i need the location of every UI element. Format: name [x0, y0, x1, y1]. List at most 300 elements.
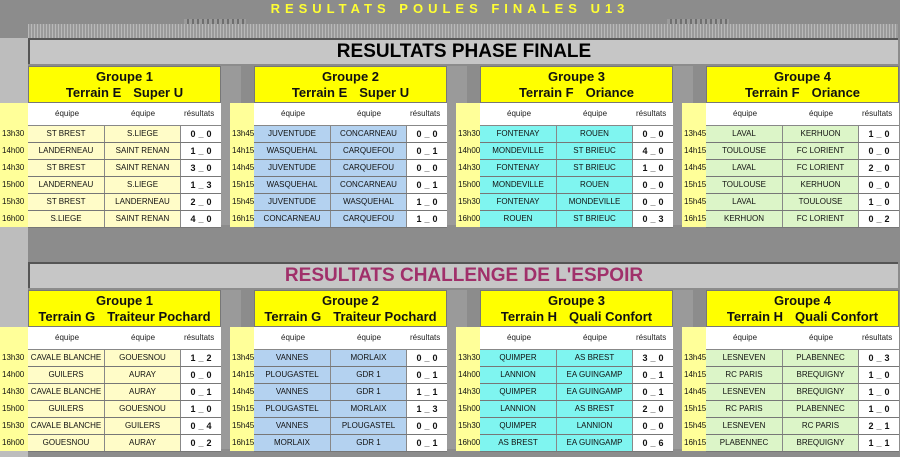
away-team: BREQUIGNY	[783, 367, 859, 383]
match-row	[480, 177, 673, 194]
away-score: 0	[206, 146, 212, 156]
home-score: 3	[642, 353, 648, 363]
match-row	[480, 160, 673, 177]
col-equipe-1: équipe	[507, 333, 532, 342]
away-score: 1	[432, 146, 438, 156]
away-team: MORLAIX	[331, 401, 407, 417]
group-header	[254, 66, 447, 103]
home-team: VANNES	[254, 384, 331, 400]
match-row	[706, 143, 899, 160]
terrain-label: Terrain H	[500, 309, 558, 324]
match-time: 14h30	[458, 163, 481, 172]
score-cell[interactable]	[633, 367, 673, 383]
score-cell[interactable]	[407, 177, 447, 193]
away-score: 0	[206, 214, 212, 224]
score-separator: _	[650, 214, 656, 224]
score-cell[interactable]	[181, 160, 221, 176]
column-labels	[254, 103, 447, 126]
score-separator: _	[198, 387, 204, 397]
score-cell[interactable]	[181, 211, 221, 227]
score-separator: _	[876, 214, 882, 224]
score-cell[interactable]	[407, 194, 447, 210]
away-team: GDR 1	[331, 384, 407, 400]
score-separator: _	[650, 421, 656, 431]
home-score: 0	[416, 129, 422, 139]
score-separator: _	[424, 146, 430, 156]
group-field	[707, 309, 898, 325]
score-cell[interactable]	[633, 418, 673, 434]
away-score: 2	[206, 438, 212, 448]
away-team: ST BRIEUC	[557, 211, 633, 227]
home-team: JUVENTUDE	[254, 126, 331, 142]
match-row	[254, 160, 447, 177]
away-team: WASQUEHAL	[331, 194, 407, 210]
group-field	[481, 309, 672, 325]
match-time: 14h15	[232, 370, 255, 379]
column-labels	[706, 103, 899, 126]
home-score: 1	[416, 387, 422, 397]
score-separator: _	[198, 438, 204, 448]
away-team: ST BRIEUC	[557, 160, 633, 176]
home-score: 1	[642, 163, 648, 173]
match-time: 15h45	[684, 421, 707, 430]
away-team: GUILERS	[105, 418, 181, 434]
match-row	[254, 177, 447, 194]
score-separator: _	[876, 387, 882, 397]
home-team: FONTENAY	[480, 194, 557, 210]
away-score: 4	[206, 421, 212, 431]
away-score: 0	[432, 197, 438, 207]
sponsor-label: Traiteur Pochard	[107, 309, 211, 324]
match-time: 14h45	[232, 387, 255, 396]
terrain-label: Terrain G	[38, 309, 96, 324]
group-header	[706, 290, 899, 327]
away-team: AURAY	[105, 435, 181, 451]
score-separator: _	[424, 370, 430, 380]
home-team: RC PARIS	[706, 367, 783, 383]
score-separator: _	[198, 404, 204, 414]
away-score: 3	[658, 214, 664, 224]
col-resultats: résultats	[410, 333, 441, 342]
score-separator: _	[650, 163, 656, 173]
match-time: 16h00	[2, 214, 25, 223]
away-team: S.LIEGE	[105, 126, 181, 142]
away-team: AS BREST	[557, 401, 633, 417]
home-score: 0	[416, 421, 422, 431]
match-row	[706, 126, 899, 143]
home-score: 0	[868, 180, 874, 190]
match-time: 15h15	[232, 180, 255, 189]
away-score: 0	[432, 421, 438, 431]
score-cell[interactable]	[407, 435, 447, 451]
home-score: 0	[416, 353, 422, 363]
score-cell[interactable]	[633, 126, 673, 142]
away-team: EA GUINGAMP	[557, 435, 633, 451]
match-time: 16h15	[232, 214, 255, 223]
score-separator: _	[650, 370, 656, 380]
match-row	[254, 350, 447, 367]
away-team: SAINT RENAN	[105, 211, 181, 227]
match-row	[480, 211, 673, 228]
score-cell[interactable]	[859, 435, 899, 451]
away-team: CARQUEFOU	[331, 211, 407, 227]
away-score: 0	[658, 163, 664, 173]
away-team: AS BREST	[557, 350, 633, 366]
score-cell[interactable]	[181, 367, 221, 383]
home-score: 1	[868, 197, 874, 207]
sponsor-label: Oriance	[585, 85, 635, 100]
score-cell[interactable]	[407, 143, 447, 159]
col-equipe-1: équipe	[55, 333, 80, 342]
score-separator: _	[198, 353, 204, 363]
match-time: 13h30	[458, 129, 481, 138]
away-score: 1	[432, 387, 438, 397]
home-score: 0	[190, 387, 196, 397]
home-team: CAVALE BLANCHE	[28, 418, 105, 434]
match-row	[254, 435, 447, 452]
score-cell[interactable]	[407, 401, 447, 417]
score-separator: _	[650, 197, 656, 207]
match-time: 14h00	[458, 146, 481, 155]
away-score: 6	[658, 438, 664, 448]
away-score: 0	[206, 163, 212, 173]
home-team: RC PARIS	[706, 401, 783, 417]
group-field	[255, 85, 446, 101]
home-score: 1	[416, 404, 422, 414]
home-score: 0	[868, 353, 874, 363]
home-score: 0	[190, 129, 196, 139]
match-time: 13h45	[684, 129, 707, 138]
col-equipe-2: équipe	[357, 333, 382, 342]
away-score: 1	[432, 370, 438, 380]
home-score: 2	[190, 197, 196, 207]
score-cell[interactable]	[859, 401, 899, 417]
col-resultats: résultats	[636, 333, 667, 342]
match-row	[480, 367, 673, 384]
home-team: AS BREST	[480, 435, 557, 451]
away-score: 1	[884, 438, 890, 448]
home-score: 1	[868, 404, 874, 414]
score-cell[interactable]	[407, 418, 447, 434]
score-cell[interactable]	[407, 126, 447, 142]
group-field	[707, 85, 898, 101]
home-team: CONCARNEAU	[254, 211, 331, 227]
sponsor-label: Super U	[133, 85, 184, 100]
home-score: 1	[868, 370, 874, 380]
column-labels	[706, 327, 899, 350]
home-score: 0	[190, 370, 196, 380]
sponsor-label: Quali Confort	[569, 309, 653, 324]
match-time: 16h15	[684, 438, 707, 447]
away-team: BREQUIGNY	[783, 435, 859, 451]
away-score: 0	[884, 197, 890, 207]
score-separator: _	[424, 197, 430, 207]
score-cell[interactable]	[859, 367, 899, 383]
away-team: GOUESNOU	[105, 401, 181, 417]
match-row	[706, 194, 899, 211]
score-cell[interactable]	[633, 435, 673, 451]
score-separator: _	[650, 180, 656, 190]
col-equipe-2: équipe	[583, 109, 608, 118]
score-separator: _	[424, 180, 430, 190]
section-title-phase-finale: RESULTATS PHASE FINALE	[28, 38, 898, 64]
sponsor-label: Traiteur Pochard	[333, 309, 437, 324]
match-time: 15h45	[684, 197, 707, 206]
score-cell[interactable]	[859, 384, 899, 400]
score-cell[interactable]	[633, 384, 673, 400]
match-row	[28, 418, 221, 435]
score-separator: _	[876, 180, 882, 190]
match-row	[480, 418, 673, 435]
home-score: 1	[190, 146, 196, 156]
home-score: 0	[642, 438, 648, 448]
score-separator: _	[876, 421, 882, 431]
score-cell[interactable]	[181, 384, 221, 400]
away-score: 1	[206, 387, 212, 397]
score-cell[interactable]	[407, 211, 447, 227]
home-team: FONTENAY	[480, 126, 557, 142]
away-team: CARQUEFOU	[331, 160, 407, 176]
away-team: S.LIEGE	[105, 177, 181, 193]
group-title: Groupe 2	[321, 293, 380, 308]
score-separator: _	[424, 163, 430, 173]
terrain-label: Terrain G	[264, 309, 322, 324]
away-score: 0	[884, 370, 890, 380]
match-row	[28, 384, 221, 401]
score-separator: _	[198, 180, 204, 190]
home-team: TOULOUSE	[706, 177, 783, 193]
home-score: 0	[416, 438, 422, 448]
score-separator: _	[876, 438, 882, 448]
away-team: KERHUON	[783, 126, 859, 142]
score-separator: _	[650, 404, 656, 414]
home-score: 1	[190, 353, 196, 363]
home-score: 2	[868, 163, 874, 173]
terrain-label: Terrain F	[518, 85, 574, 100]
col-equipe-2: équipe	[131, 333, 156, 342]
away-score: 0	[658, 129, 664, 139]
group-header	[706, 66, 899, 103]
match-row	[706, 177, 899, 194]
home-score: 0	[868, 146, 874, 156]
away-score: 1	[432, 438, 438, 448]
score-separator: _	[198, 129, 204, 139]
column-labels	[480, 103, 673, 126]
away-team: BREQUIGNY	[783, 384, 859, 400]
column-labels	[480, 327, 673, 350]
away-team: FC LORIENT	[783, 160, 859, 176]
home-score: 0	[642, 129, 648, 139]
match-row	[706, 367, 899, 384]
score-separator: _	[424, 404, 430, 414]
score-cell[interactable]	[859, 350, 899, 366]
score-cell[interactable]	[859, 160, 899, 176]
score-cell[interactable]	[633, 177, 673, 193]
home-team: LESNEVEN	[706, 384, 783, 400]
col-equipe-1: équipe	[733, 333, 758, 342]
home-team: GUILERS	[28, 401, 105, 417]
score-cell[interactable]	[859, 418, 899, 434]
home-team: TOULOUSE	[706, 143, 783, 159]
score-cell[interactable]	[181, 126, 221, 142]
match-row	[254, 126, 447, 143]
group-header	[28, 66, 221, 103]
away-team: MORLAIX	[331, 350, 407, 366]
score-separator: _	[876, 129, 882, 139]
home-team: GUILERS	[28, 367, 105, 383]
match-row	[28, 143, 221, 160]
score-cell[interactable]	[859, 211, 899, 227]
home-score: 0	[642, 180, 648, 190]
score-cell[interactable]	[859, 194, 899, 210]
away-team: LANNION	[557, 418, 633, 434]
score-cell[interactable]	[181, 350, 221, 366]
home-team: JUVENTUDE	[254, 160, 331, 176]
match-time: 13h45	[232, 129, 255, 138]
sponsor-label: Oriance	[811, 85, 861, 100]
score-cell[interactable]	[633, 401, 673, 417]
home-score: 1	[190, 180, 196, 190]
score-separator: _	[876, 370, 882, 380]
home-team: MONDEVILLE	[480, 143, 557, 159]
time-column	[0, 327, 28, 451]
home-team: QUIMPER	[480, 350, 557, 366]
match-row	[28, 211, 221, 228]
home-team: LESNEVEN	[706, 418, 783, 434]
home-score: 1	[416, 214, 422, 224]
col-equipe-2: équipe	[583, 333, 608, 342]
match-time: 15h15	[232, 404, 255, 413]
score-cell[interactable]	[407, 384, 447, 400]
score-separator: _	[650, 353, 656, 363]
match-row	[706, 384, 899, 401]
score-cell[interactable]	[181, 194, 221, 210]
score-cell[interactable]	[181, 401, 221, 417]
home-team: VANNES	[254, 418, 331, 434]
score-cell[interactable]	[181, 418, 221, 434]
score-cell[interactable]	[859, 143, 899, 159]
score-cell[interactable]	[633, 160, 673, 176]
col-equipe-2: équipe	[809, 333, 834, 342]
match-time: 14h00	[458, 370, 481, 379]
score-separator: _	[198, 421, 204, 431]
away-team: PLOUGASTEL	[331, 418, 407, 434]
home-score: 1	[190, 404, 196, 414]
score-cell[interactable]	[633, 194, 673, 210]
home-team: LANNION	[480, 367, 557, 383]
score-separator: _	[198, 197, 204, 207]
col-resultats: résultats	[636, 109, 667, 118]
home-team: LAVAL	[706, 126, 783, 142]
col-equipe-2: équipe	[131, 109, 156, 118]
score-cell[interactable]	[181, 177, 221, 193]
score-separator: _	[650, 438, 656, 448]
score-separator: _	[876, 404, 882, 414]
score-cell[interactable]	[633, 211, 673, 227]
away-team: TOULOUSE	[783, 194, 859, 210]
home-team: PLABENNEC	[706, 435, 783, 451]
home-score: 2	[868, 421, 874, 431]
col-equipe-2: équipe	[357, 109, 382, 118]
match-row	[254, 143, 447, 160]
col-equipe-1: équipe	[281, 109, 306, 118]
away-score: 3	[884, 353, 890, 363]
away-team: GDR 1	[331, 435, 407, 451]
away-score: 0	[432, 129, 438, 139]
home-score: 0	[416, 370, 422, 380]
match-time: 15h15	[684, 180, 707, 189]
home-score: 0	[642, 214, 648, 224]
away-score: 1	[884, 421, 890, 431]
home-team: LANDERNEAU	[28, 177, 105, 193]
home-team: LAVAL	[706, 160, 783, 176]
group-title: Groupe 1	[95, 293, 154, 308]
score-cell[interactable]	[407, 160, 447, 176]
match-time: 15h00	[458, 404, 481, 413]
col-resultats: résultats	[862, 333, 893, 342]
home-team: LANNION	[480, 401, 557, 417]
score-cell[interactable]	[633, 350, 673, 366]
away-score: 0	[206, 370, 212, 380]
home-team: S.LIEGE	[28, 211, 105, 227]
group-title: Groupe 3	[547, 69, 606, 84]
col-resultats: résultats	[862, 109, 893, 118]
home-score: 1	[868, 387, 874, 397]
score-cell[interactable]	[859, 177, 899, 193]
match-row	[254, 418, 447, 435]
col-equipe-1: équipe	[507, 109, 532, 118]
match-row	[706, 418, 899, 435]
score-cell[interactable]	[181, 435, 221, 451]
match-time: 15h00	[2, 180, 25, 189]
match-time: 14h30	[2, 163, 25, 172]
page-title: RESULTATS POULES FINALES U13	[270, 1, 630, 16]
away-score: 0	[658, 421, 664, 431]
match-row	[28, 194, 221, 211]
home-score: 0	[642, 421, 648, 431]
terrain-label: Terrain E	[65, 85, 122, 100]
score-cell[interactable]	[181, 143, 221, 159]
sponsor-label: Super U	[359, 85, 410, 100]
home-team: LANDERNEAU	[28, 143, 105, 159]
home-score: 1	[868, 129, 874, 139]
away-team: RC PARIS	[783, 418, 859, 434]
home-team: ST BREST	[28, 194, 105, 210]
col-resultats: résultats	[184, 109, 215, 118]
home-team: ROUEN	[480, 211, 557, 227]
match-time: 14h30	[458, 387, 481, 396]
time-column	[0, 103, 28, 227]
away-team: KERHUON	[783, 177, 859, 193]
match-row	[706, 160, 899, 177]
score-separator: _	[198, 163, 204, 173]
column-labels	[28, 103, 221, 126]
score-cell[interactable]	[859, 126, 899, 142]
column-labels	[28, 327, 221, 350]
score-cell[interactable]	[633, 143, 673, 159]
match-time: 14h15	[232, 146, 255, 155]
score-cell[interactable]	[407, 367, 447, 383]
match-time: 15h00	[458, 180, 481, 189]
group-table-2	[254, 290, 447, 452]
home-score: 0	[416, 146, 422, 156]
score-cell[interactable]	[407, 350, 447, 366]
match-time: 14h45	[232, 163, 255, 172]
match-time: 14h45	[684, 387, 707, 396]
match-row	[480, 435, 673, 452]
away-score: 0	[658, 353, 664, 363]
section-title-challenge-espoir: RESULTATS CHALLENGE DE L'ESPOIR	[28, 262, 898, 288]
